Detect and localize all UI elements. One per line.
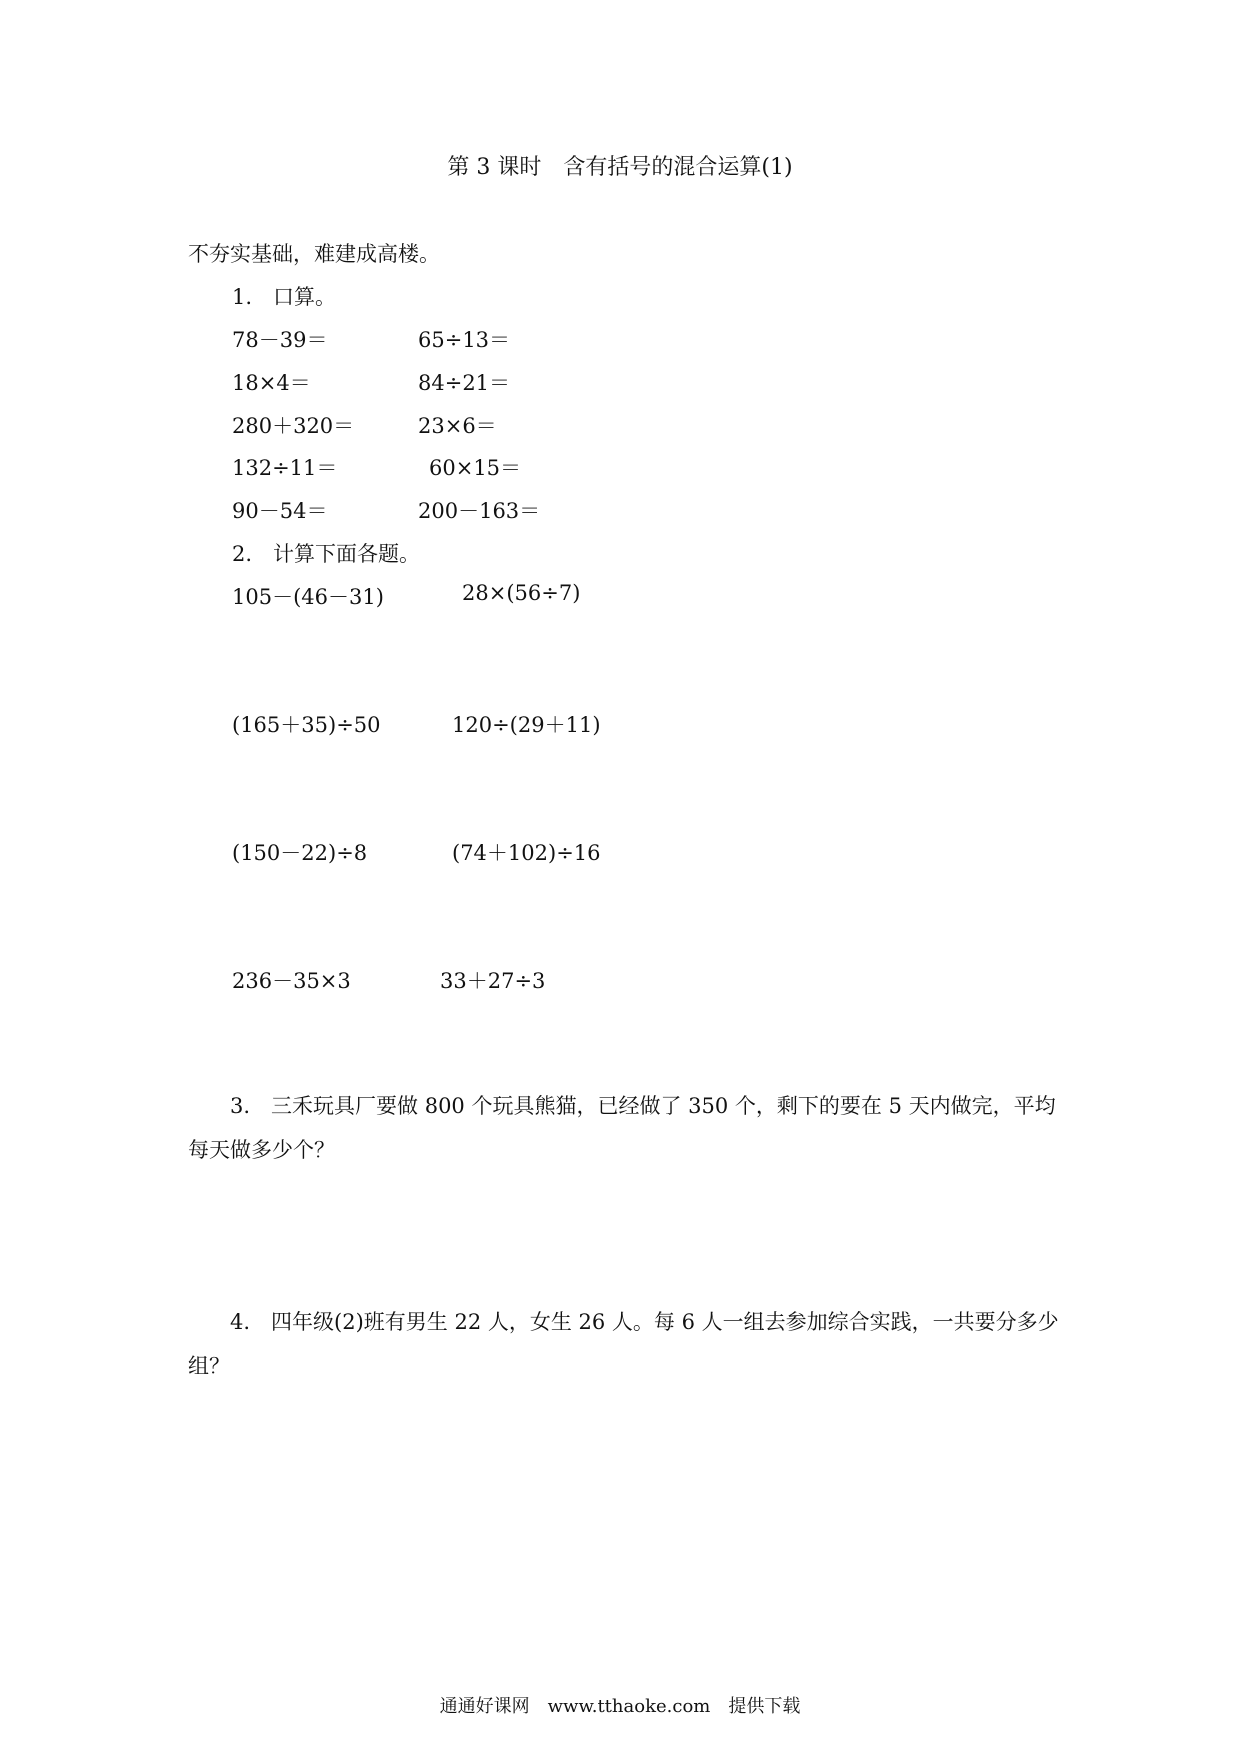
q2-expr: 105－(46－31) xyxy=(232,585,384,609)
q1-expr: 60×15＝ xyxy=(429,456,522,480)
q2-expr: 120÷(29＋11) xyxy=(452,713,601,737)
q2-expr: (150－22)÷8 xyxy=(232,841,368,865)
page-title: 第 3 课时 含有括号的混合运算(1) xyxy=(447,155,793,180)
q1-expr: 90－54＝ xyxy=(232,499,328,523)
q2-heading: 2. 计算下面各题。 xyxy=(232,542,421,566)
q2-expr: 236－35×3 xyxy=(232,969,351,993)
q2-expr: (74＋102)÷16 xyxy=(452,841,601,865)
q1-expr: 78－39＝ xyxy=(232,328,328,352)
q1-expr: 132÷11＝ xyxy=(232,456,338,480)
q2-expr: (165＋35)÷50 xyxy=(232,713,381,737)
q1-expr: 280＋320＝ xyxy=(232,414,355,438)
q4-problem: 4. 四年级(2)班有男生 22 人，女生 26 人。每 6 人一组去参加综合实践，一共要分多少组？ xyxy=(188,1310,1059,1378)
q2-expr: 33＋27÷3 xyxy=(440,969,546,993)
q1-expr: 18×4＝ xyxy=(232,371,311,395)
motto: 不夯实基础，难建成高楼。 xyxy=(188,242,440,266)
footer-source: 通通好课网 www.tthaoke.com 提供下载 xyxy=(439,1696,801,1717)
q1-expr: 84÷21＝ xyxy=(418,371,511,395)
q3-problem: 3. 三禾玩具厂要做 800 个玩具熊猫，已经做了 350 个，剩下的要在 5 天内做完，平均每天做多少个？ xyxy=(188,1094,1056,1162)
q1-expr: 23×6＝ xyxy=(418,414,497,438)
q2-expr: 28×(56÷7) xyxy=(462,581,581,605)
q1-heading: 1. 口算。 xyxy=(232,285,337,309)
q1-expr: 200－163＝ xyxy=(418,499,541,523)
q1-expr: 65÷13＝ xyxy=(418,328,511,352)
